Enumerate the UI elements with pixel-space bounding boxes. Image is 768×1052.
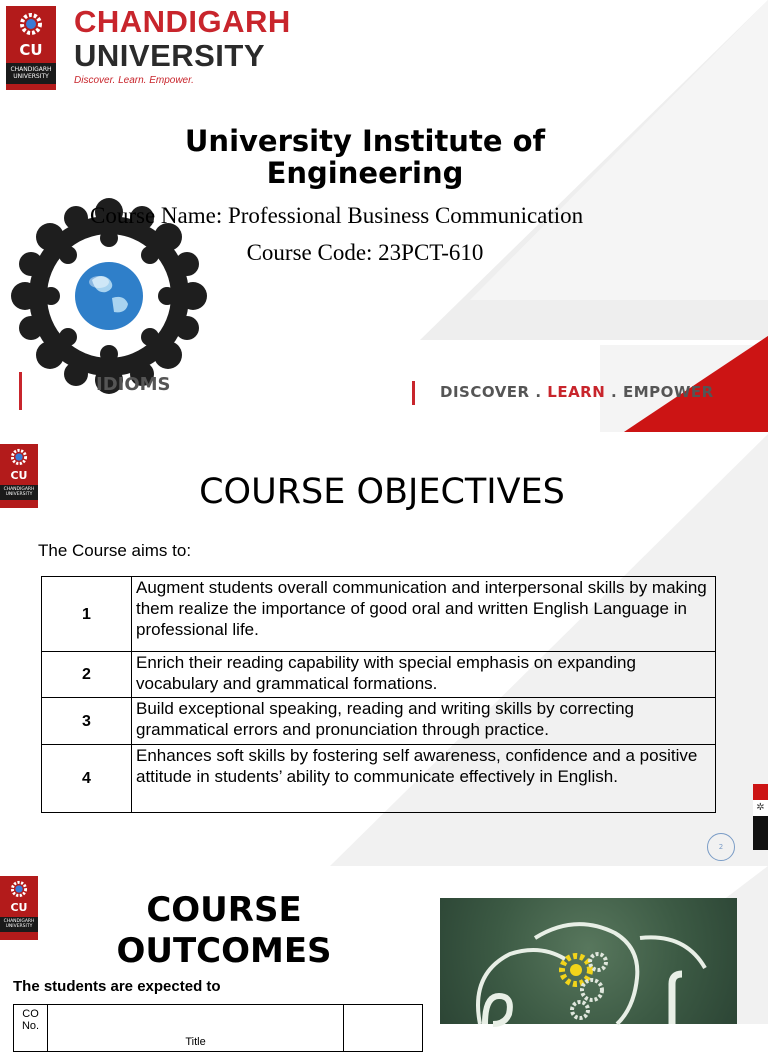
objective-text: Build exceptional speaking, reading and writing skills by correcting grammatical errors and pronunciation through practice. xyxy=(132,698,716,745)
objective-text: Enhances soft skills by fostering self awareness, confidence and a positive attitude in students’ ability to communicate effectively in English. xyxy=(132,745,716,813)
table-row xyxy=(42,652,716,698)
objective-text: Enrich their reading capability with special emphasis on expanding vocabulary and grammatical formations. xyxy=(132,652,716,698)
slide-title: COURSE OUTCOMES xyxy=(116,890,332,971)
table-row xyxy=(14,1005,423,1052)
brain-gears-icon xyxy=(440,898,737,1024)
header-blank xyxy=(344,1005,423,1052)
cu-logo xyxy=(0,876,38,940)
brand-tagline: Discover. Learn. Empower. xyxy=(74,75,194,86)
brand-line2: UNIVERSITY xyxy=(74,38,266,73)
motto xyxy=(440,383,714,401)
motto-sep2: . xyxy=(605,383,623,401)
cu-gear-icon xyxy=(16,9,46,39)
table-row xyxy=(42,745,716,813)
brain-gears-image xyxy=(440,898,737,1024)
institute-title: University Institute of Engineering xyxy=(184,124,546,190)
outcomes-slide xyxy=(0,866,768,1048)
table-row xyxy=(42,698,716,745)
objectives-intro: The Course aims to: xyxy=(38,541,192,560)
brand-wordmark xyxy=(74,6,291,86)
logo-name-line1: CHANDIGARH xyxy=(3,919,35,924)
logo-abbr: CU xyxy=(19,41,43,59)
logo-name-line2: UNIVERSITY xyxy=(5,924,33,929)
header-title: Title xyxy=(48,1005,344,1052)
motto-empower: EMPOWER xyxy=(622,383,714,401)
course-code: Course Code: 23PCT-610 xyxy=(246,240,484,265)
outcomes-intro: The students are expected to xyxy=(13,978,221,995)
page-number: 2 xyxy=(707,833,735,861)
cu-logo xyxy=(6,6,56,90)
side-tab xyxy=(753,784,768,850)
logo-abbr: CU xyxy=(10,901,28,914)
cu-gear-icon xyxy=(8,878,30,900)
motto-accent-bar xyxy=(412,381,415,405)
topic-accent-bar xyxy=(19,372,22,410)
motto-discover: DISCOVER xyxy=(440,383,530,401)
brand-line1: CHANDIGARH xyxy=(74,4,291,39)
course-name: Course Name: Professional Business Communication xyxy=(90,203,584,228)
table-row xyxy=(42,577,716,652)
objective-number: 4 xyxy=(42,745,132,813)
objective-number: 3 xyxy=(42,698,132,745)
logo-name-line2: UNIVERSITY xyxy=(5,492,33,497)
slide-title: COURSE OBJECTIVES xyxy=(199,472,565,512)
outcomes-table xyxy=(13,1004,423,1052)
cu-gear-icon xyxy=(8,446,30,468)
objectives-slide xyxy=(0,434,768,866)
title-slide xyxy=(0,0,768,432)
header-co-no: CO No. xyxy=(14,1005,48,1052)
motto-sep1: . xyxy=(529,383,548,401)
logo-name-line2: UNIVERSITY xyxy=(13,73,49,80)
logo-abbr: CU xyxy=(10,469,28,482)
logo-name-line1: CHANDIGARH xyxy=(10,66,52,73)
motto-learn: LEARN xyxy=(547,383,606,401)
logo-name-line1: CHANDIGARH xyxy=(3,487,35,492)
topic-title: IDIOMS xyxy=(96,374,171,395)
objective-number: 2 xyxy=(42,652,132,698)
objective-number: 1 xyxy=(42,577,132,652)
objectives-table xyxy=(41,576,716,813)
objective-text: Augment students overall communication and interpersonal skills by making them realize the importance of good oral and written English Language in professional life. xyxy=(132,577,716,652)
gear-icon: ✲ xyxy=(753,800,768,816)
